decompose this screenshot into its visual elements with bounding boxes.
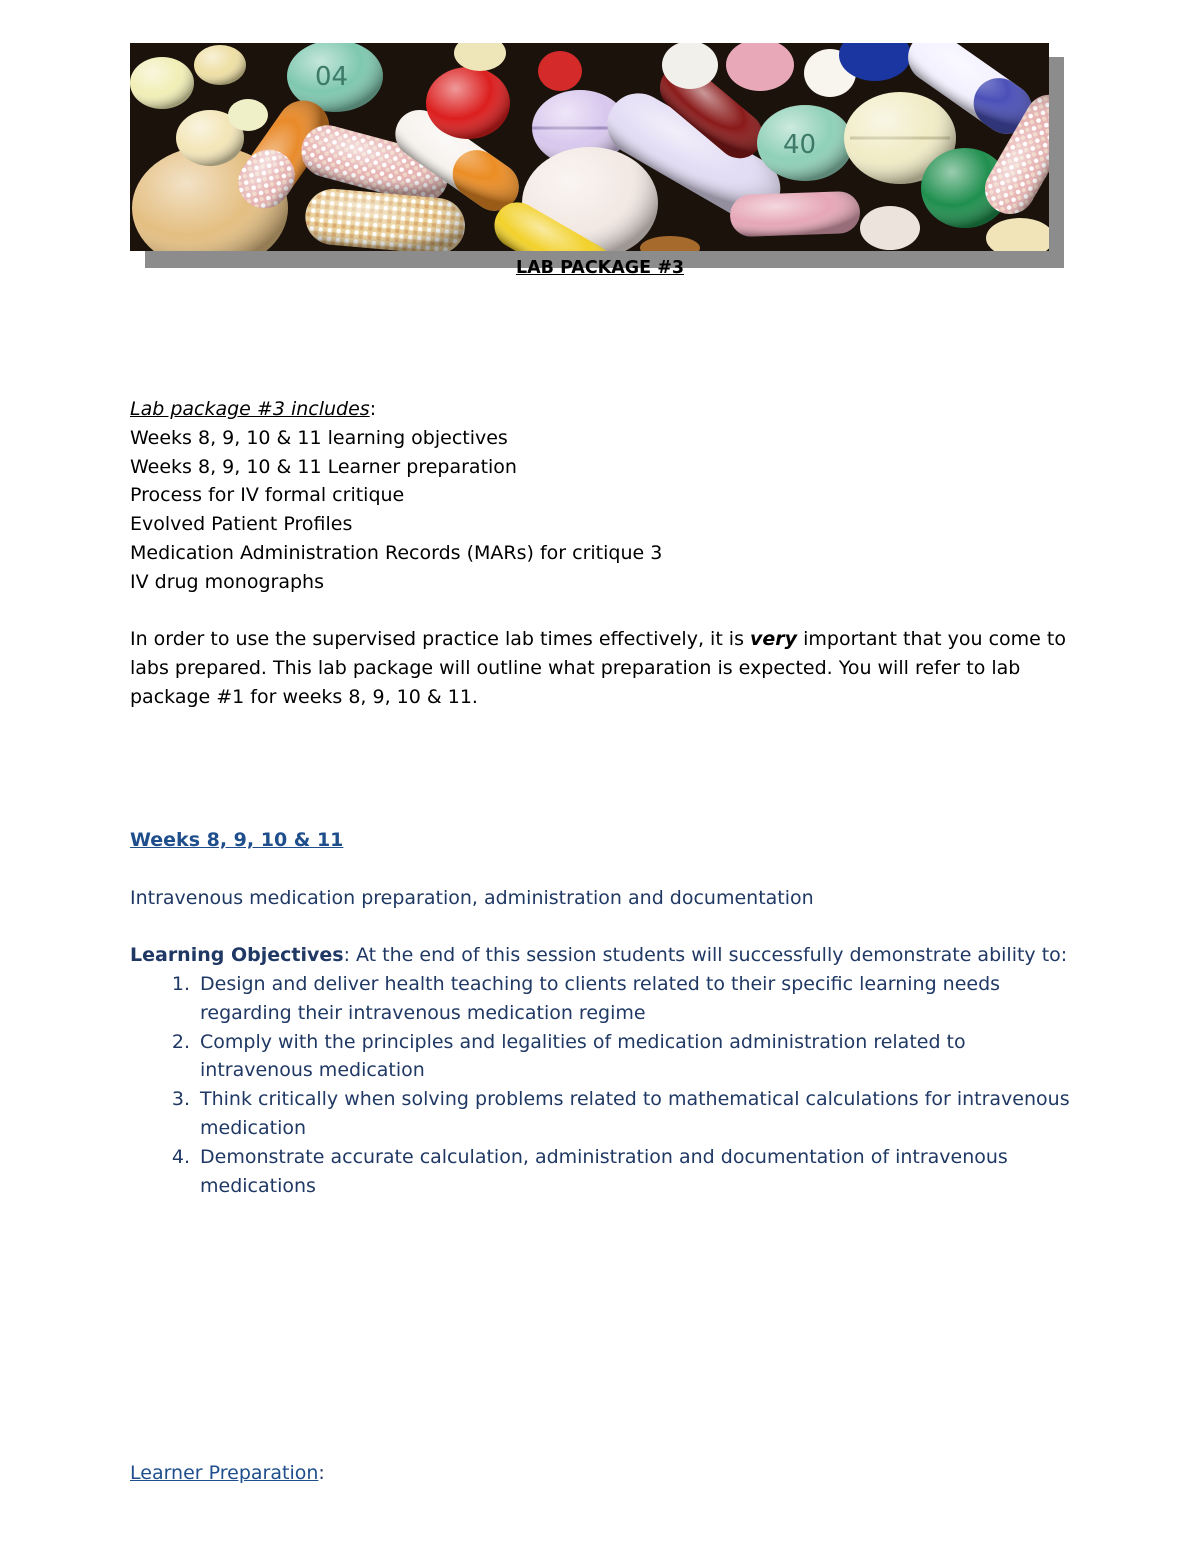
- objective-text: Demonstrate accurate calculation, administration and documentation of intravenous medications: [200, 1145, 1008, 1197]
- objective-text: Design and deliver health teaching to clients related to their specific learning needs regarding their intravenous medication regime: [200, 972, 1001, 1024]
- objectives-list: [130, 970, 1070, 1200]
- objective-text: Think critically when solving problems related to mathematical calculations for intravenous medication: [200, 1088, 1070, 1139]
- list-item: Weeks 8, 9, 10 & 11 learning objectives: [130, 426, 508, 449]
- learner-preparation-label: Learner Preparation: [130, 1462, 319, 1484]
- includes-heading: Lab package #3 includes: [130, 398, 370, 420]
- includes-heading-colon: :: [369, 398, 377, 420]
- intro-text-start: In order to use the supervised practice lab times effectively, it is: [130, 628, 751, 650]
- includes-section: [130, 395, 662, 597]
- objectives-label: Learning Objectives: [130, 944, 344, 967]
- pill-label-40: 40: [783, 130, 817, 160]
- list-item: [130, 970, 1070, 1028]
- learner-preparation-heading: [130, 1459, 325, 1488]
- list-item: IV drug monographs: [130, 570, 324, 593]
- list-item: Process for IV formal critique: [130, 484, 405, 507]
- includes-list: [130, 424, 662, 597]
- intro-emphasis: very: [750, 628, 798, 650]
- pills-illustration: [130, 43, 1049, 251]
- list-item: [130, 1085, 1070, 1143]
- objective-number: 1.: [171, 972, 190, 995]
- list-item: [130, 1143, 1070, 1201]
- objectives-lead: : At the end of this session students will successfully demonstrate ability to:: [343, 944, 1068, 967]
- list-item: Medication Administration Records (MARs) for critique 3: [130, 541, 663, 564]
- weeks-section: [130, 826, 1070, 1200]
- document-title: LAB PACKAGE #3: [515, 258, 685, 278]
- list-item: [130, 1028, 1070, 1086]
- section-heading: Weeks 8, 9, 10 & 11: [130, 829, 344, 851]
- learner-preparation-colon: :: [318, 1462, 325, 1484]
- list-item: Evolved Patient Profiles: [130, 513, 353, 536]
- objective-number: 3.: [171, 1088, 190, 1111]
- section-subtitle: Intravenous medication preparation, administration and documentation: [130, 886, 814, 909]
- pills-photo: [130, 43, 1049, 251]
- intro-paragraph: [130, 625, 1070, 711]
- objective-text: Comply with the principles and legalities of medication administration related to intravenous medication: [200, 1030, 966, 1082]
- objectives-intro: [130, 941, 1070, 970]
- pill-label-04: 04: [315, 62, 349, 92]
- list-item: Weeks 8, 9, 10 & 11 Learner preparation: [130, 455, 517, 478]
- includes-heading-line: [130, 395, 662, 424]
- tablet-teal-40: [757, 105, 853, 181]
- objective-number: 4.: [171, 1145, 190, 1168]
- objective-number: 2.: [171, 1030, 190, 1053]
- intro-text-end: important that you come to labs prepared. This lab package will outline what preparation is expected. You will refer to lab package #1 for weeks 8, 9, 10 & 11.: [130, 628, 1066, 708]
